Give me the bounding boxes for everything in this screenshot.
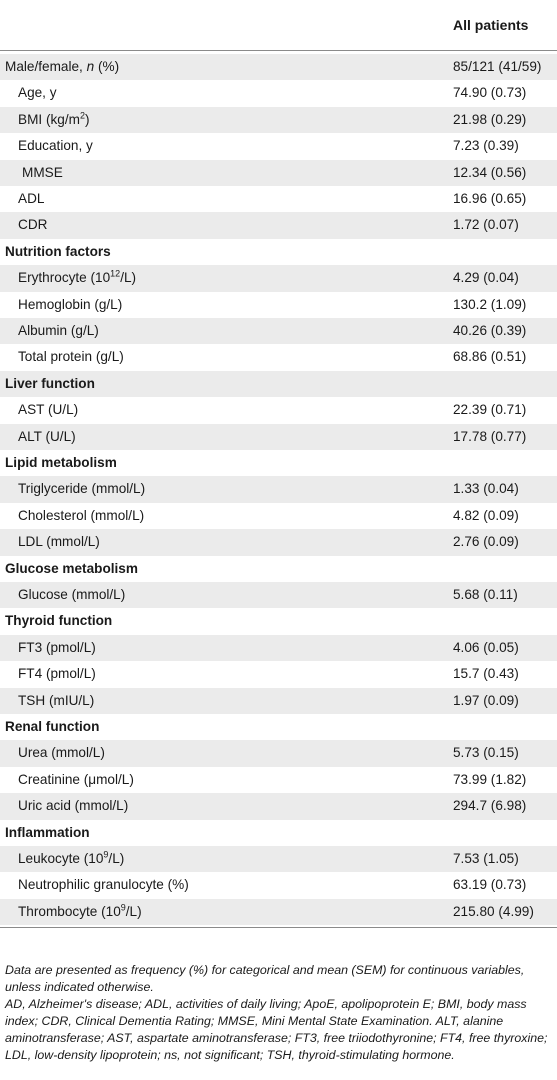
row-label xyxy=(18,318,99,344)
section-label xyxy=(5,239,111,265)
row-label-suffix: /L) xyxy=(108,851,125,866)
row-value: 85/121 (41/59) xyxy=(453,59,542,74)
table-row xyxy=(0,424,557,450)
row-value: 294.7 (6.98) xyxy=(453,798,527,814)
table-row xyxy=(0,793,557,819)
row-label-text: Hemoglobin (g/L) xyxy=(18,296,123,312)
row-label-text: Erythrocyte (10 xyxy=(18,270,111,286)
table-row xyxy=(0,133,557,159)
footnote-data-presentation: Data are presented as frequency (%) for categorical and mean (SEM) for continuous variables, unless indicated otherwise. xyxy=(5,963,525,994)
row-label-text: Glucose metabolism xyxy=(5,560,138,576)
row-value: 1.33 (0.04) xyxy=(453,481,519,497)
row-label-text: Creatinine (μmol/L) xyxy=(18,771,134,787)
row-label xyxy=(22,160,63,186)
row-label-text: FT3 (pmol/L) xyxy=(18,639,96,655)
row-value: 73.99 (1.82) xyxy=(453,771,527,787)
row-value: 1.72 (0.07) xyxy=(453,217,519,233)
row-label-text: AST (U/L) xyxy=(18,402,79,418)
section-label xyxy=(5,820,90,846)
table-row xyxy=(0,846,557,872)
column-header-all-patients: All patients xyxy=(453,17,529,33)
row-label-text: Cholesterol (mmol/L) xyxy=(18,507,145,523)
row-label-text: Inflammation xyxy=(5,824,90,840)
row-label-superscript: 2 xyxy=(79,110,85,121)
table-header xyxy=(0,0,557,50)
section-row xyxy=(0,239,557,265)
row-label-text: LDL (mmol/L) xyxy=(18,534,100,550)
row-label xyxy=(18,529,100,555)
row-label xyxy=(18,107,89,133)
table-row xyxy=(0,292,557,318)
row-label-text: BMI (kg/m xyxy=(18,111,80,127)
row-value: 1.97 (0.09) xyxy=(453,692,519,708)
row-value: 4.06 (0.05) xyxy=(453,639,519,655)
row-label-text: ALT (U/L) xyxy=(18,428,76,444)
row-value: 215.80 (4.99) xyxy=(453,903,534,919)
row-label-superscript: 12 xyxy=(110,268,121,279)
table-row xyxy=(0,265,557,291)
row-value: 4.82 (0.09) xyxy=(453,507,519,523)
row-label-superscript: 9 xyxy=(103,849,109,860)
row-label-text: Uric acid (mmol/L) xyxy=(18,798,129,814)
section-label xyxy=(5,450,117,476)
row-label xyxy=(18,397,78,423)
row-label xyxy=(18,344,124,370)
row-label-text: FT4 (pmol/L) xyxy=(18,666,96,682)
section-row xyxy=(0,450,557,476)
section-label xyxy=(5,371,95,397)
row-label xyxy=(18,740,105,766)
table-row xyxy=(0,344,557,370)
row-label-text: Total protein (g/L) xyxy=(18,349,124,365)
row-label xyxy=(18,582,125,608)
row-value: 16.96 (0.65) xyxy=(453,191,527,206)
row-label xyxy=(18,767,134,793)
table-row xyxy=(0,107,557,133)
section-label xyxy=(5,608,112,634)
table-row xyxy=(0,529,557,555)
row-value: 7.23 (0.39) xyxy=(453,138,519,154)
row-value: 68.86 (0.51) xyxy=(453,349,527,365)
row-label-italic: n xyxy=(86,59,95,74)
footnote-abbreviations: AD, Alzheimer's disease; ADL, activities of daily living; ApoE, apolipoprotein E; BMI, body mass index; CDR, Clinical Dementia Rating; MMSE, Mini Mental State Examination. ALT, alanine aminotransferase; AST, aspartate aminotransferase; FT3, free triiodothyronine; FT4, free thyroxine; LDL, low-density lipoprotein; ns, not significant; TSH, thyroid-stimulating hormone. xyxy=(5,997,548,1062)
table-row xyxy=(0,872,557,898)
row-label xyxy=(18,80,57,106)
row-label-text: Neutrophilic granulocyte (%) xyxy=(18,877,189,893)
row-label-text: Age, y xyxy=(18,85,57,101)
table-row xyxy=(0,476,557,502)
row-label xyxy=(18,212,47,238)
row-label-text: Thrombocyte (10 xyxy=(18,903,121,919)
row-label xyxy=(18,503,144,529)
row-value: 15.7 (0.43) xyxy=(453,666,519,682)
row-label-text: Renal function xyxy=(5,719,100,734)
row-label-text: Triglyceride (mmol/L) xyxy=(18,481,146,497)
section-row xyxy=(0,820,557,846)
row-label-text: Liver function xyxy=(5,375,95,391)
row-label-text: Nutrition factors xyxy=(5,243,111,259)
row-label-suffix: /L) xyxy=(120,270,137,286)
row-value: 22.39 (0.71) xyxy=(453,402,527,418)
section-row xyxy=(0,714,557,740)
table-row xyxy=(0,503,557,529)
bottom-rule xyxy=(0,927,557,928)
section-row xyxy=(0,556,557,582)
table-row xyxy=(0,740,557,766)
row-value: 21.98 (0.29) xyxy=(453,111,527,127)
header-rule xyxy=(0,50,557,51)
row-label-text: Thyroid function xyxy=(5,613,113,629)
row-value: 5.73 (0.15) xyxy=(453,745,519,761)
row-label-text: Albumin (g/L) xyxy=(18,323,99,338)
row-label-superscript: 9 xyxy=(120,902,126,913)
row-value: 74.90 (0.73) xyxy=(453,85,527,101)
row-label xyxy=(18,292,122,318)
row-value: 63.19 (0.73) xyxy=(453,877,527,893)
table-row xyxy=(0,212,557,238)
row-label xyxy=(18,793,128,819)
row-label xyxy=(18,186,44,212)
row-value: 7.53 (1.05) xyxy=(453,851,519,866)
row-label xyxy=(18,661,96,687)
row-label xyxy=(18,133,93,159)
section-label xyxy=(5,556,138,582)
row-value: 17.78 (0.77) xyxy=(453,428,527,444)
section-row xyxy=(0,608,557,634)
row-label-suffix: /L) xyxy=(125,903,142,919)
row-value: 5.68 (0.11) xyxy=(453,587,518,602)
row-label-text: Male/female, xyxy=(5,59,87,74)
row-label-text: Leukocyte (10 xyxy=(18,851,104,866)
row-label xyxy=(5,54,119,80)
table-row xyxy=(0,80,557,106)
table-row xyxy=(0,688,557,714)
row-value: 40.26 (0.39) xyxy=(453,323,527,338)
table-row xyxy=(0,767,557,793)
table-footnotes xyxy=(5,962,553,1064)
row-label-suffix: (%) xyxy=(94,59,120,74)
row-label-text: ADL xyxy=(18,191,45,206)
row-label xyxy=(18,899,142,925)
row-value: 12.34 (0.56) xyxy=(453,164,527,180)
row-value: 130.2 (1.09) xyxy=(453,296,527,312)
table-row xyxy=(0,318,557,344)
row-label xyxy=(18,872,189,898)
row-label-text: Education, y xyxy=(18,138,93,154)
row-label-text: CDR xyxy=(18,217,48,233)
row-value: 4.29 (0.04) xyxy=(453,270,519,286)
row-label xyxy=(18,688,94,714)
row-label-text: TSH (mIU/L) xyxy=(18,692,95,708)
table-row xyxy=(0,635,557,661)
table-row xyxy=(0,160,557,186)
row-label xyxy=(18,476,145,502)
row-label xyxy=(18,265,136,291)
section-label xyxy=(5,714,99,740)
table-row xyxy=(0,899,557,925)
table-row xyxy=(0,582,557,608)
row-label xyxy=(18,635,96,661)
row-label-text: Urea (mmol/L) xyxy=(18,745,105,761)
section-row xyxy=(0,371,557,397)
row-label-text: Lipid metabolism xyxy=(5,455,117,470)
table-row xyxy=(0,54,557,80)
row-label-text: Glucose (mmol/L) xyxy=(18,587,126,602)
row-label xyxy=(18,846,124,872)
row-value: 2.76 (0.09) xyxy=(453,534,519,550)
table-row xyxy=(0,397,557,423)
row-label xyxy=(18,424,76,450)
table-row xyxy=(0,661,557,687)
row-label-text: MMSE xyxy=(22,164,63,180)
row-label-suffix: ) xyxy=(84,111,90,127)
table-row xyxy=(0,186,557,212)
